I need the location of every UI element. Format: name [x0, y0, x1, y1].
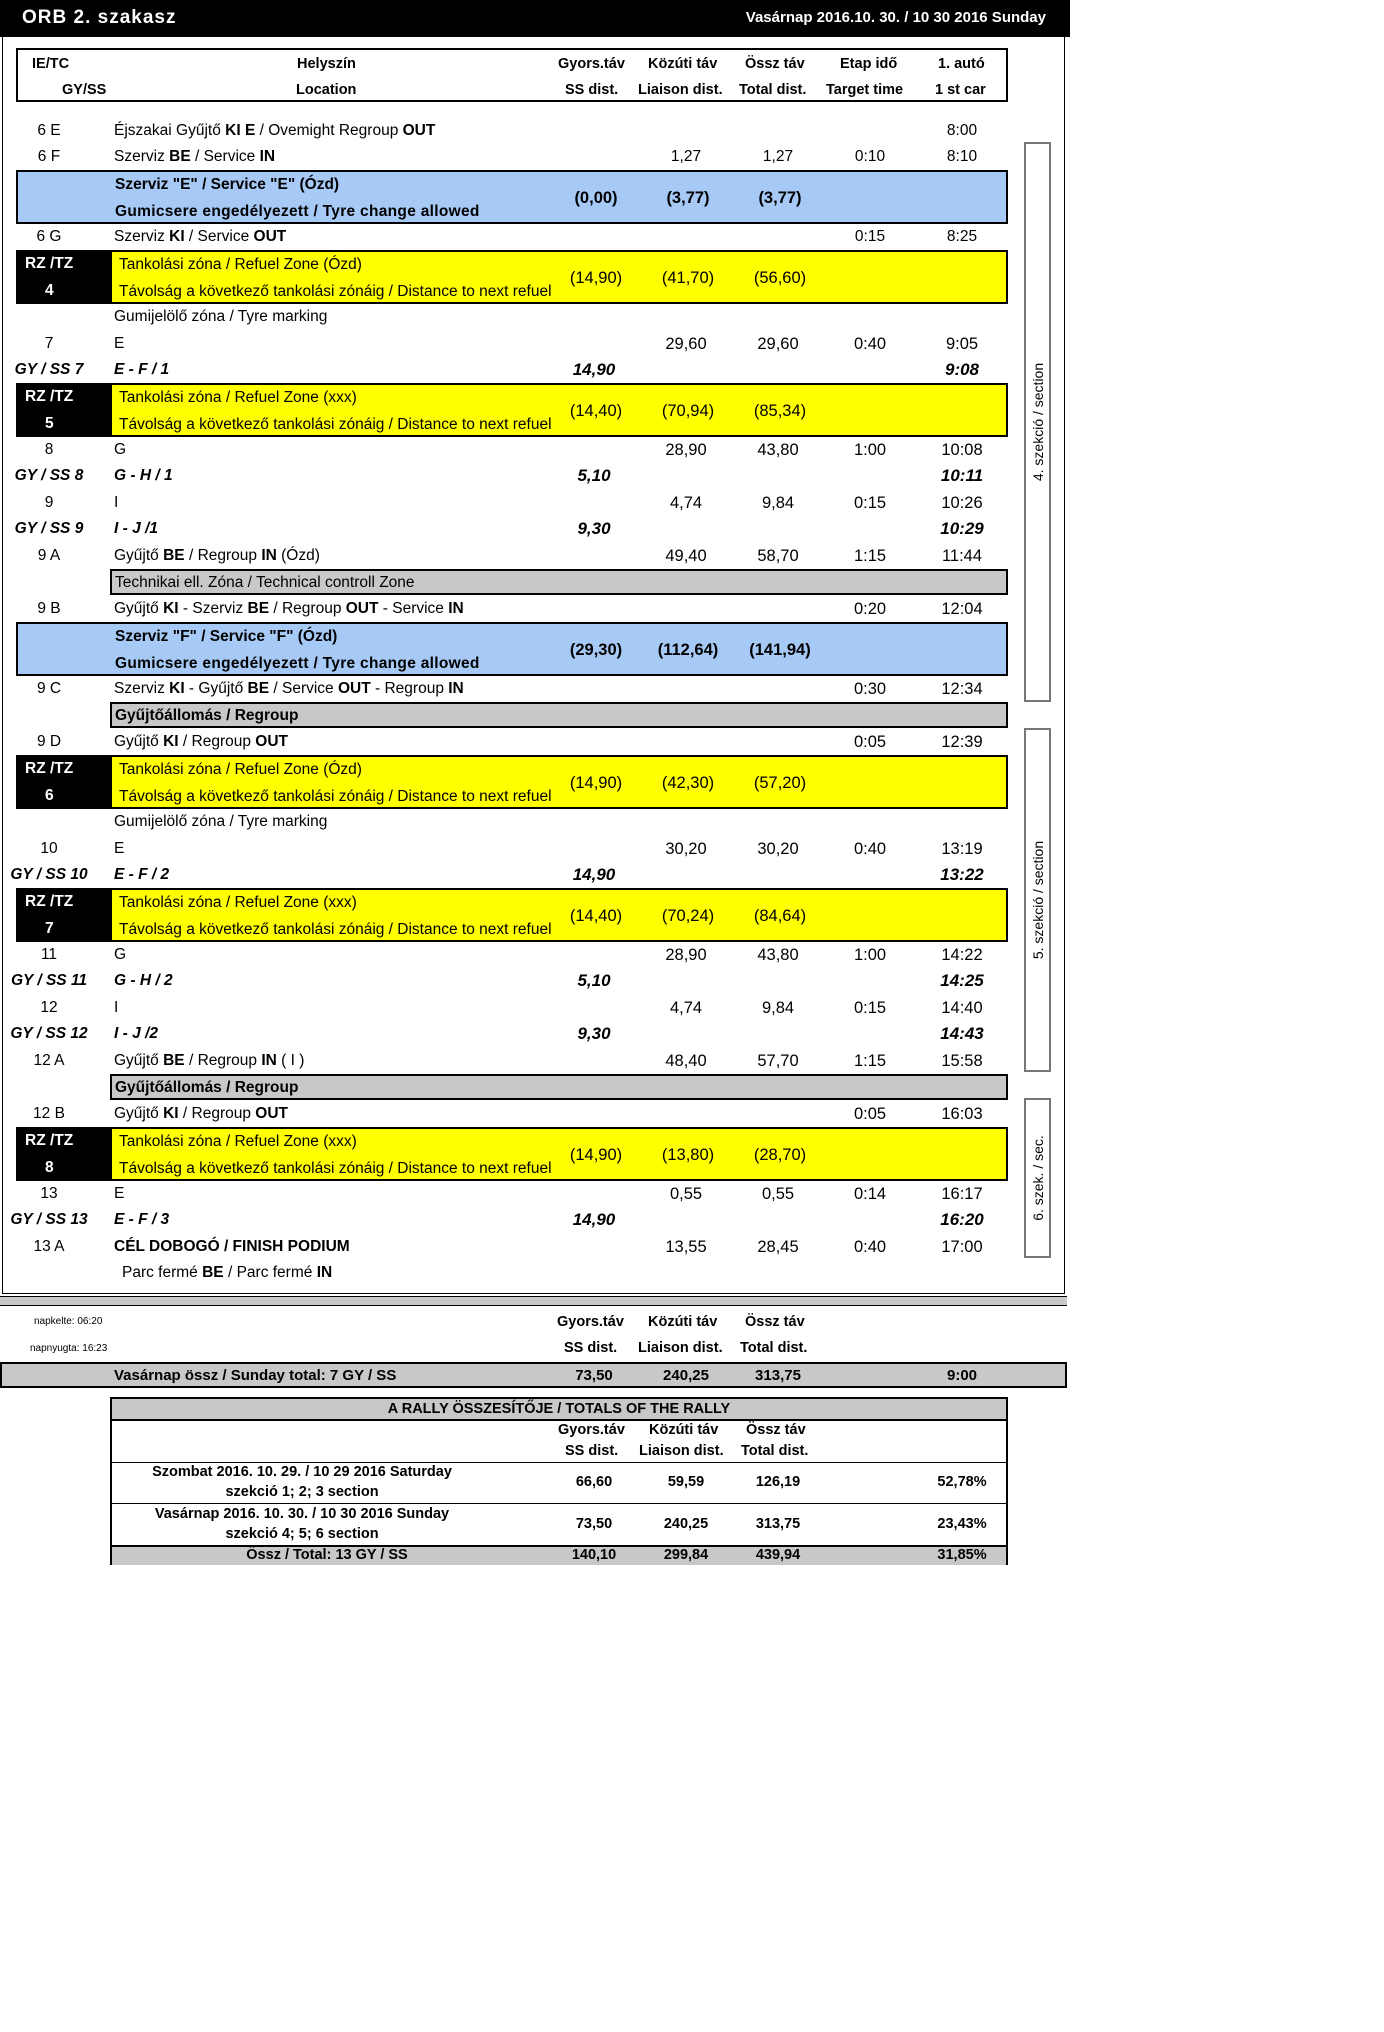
refuel-zone-4-total: (56,60): [753, 269, 807, 287]
section-6-label: 6. szek. / sec.: [1029, 1135, 1046, 1221]
service-e-tyre: Gumicsere engedélyezett / Tyre change allowed: [115, 203, 480, 220]
tc-cell: 6 G: [36, 228, 62, 245]
special-stage-row: GY / SS 13 E - F / 3 14,90 16:20: [10, 1210, 984, 1229]
total-cell: 1,27: [762, 148, 794, 165]
table-row: 9 B Gyűjtő KI - Szerviz BE / Regroup OUT - Service IN 0:20 12:04: [37, 600, 983, 618]
summary-to-en: Total dist.: [740, 1340, 808, 1356]
service-f-box: Szerviz "F" / Service "F" (Ózd) Gumicsere engedélyezett / Tyre change allowed (29,30) (112,64) (141,94): [16, 622, 1008, 676]
liaison-cell: 1,27: [670, 148, 702, 165]
section-4-label: 4. szekció / section: [1029, 362, 1046, 482]
col-ss: GY/SS: [62, 82, 107, 98]
col-total-en: Total dist.: [739, 82, 807, 98]
refuel-zone-4-liaison: (41,70): [661, 269, 715, 287]
table-row: 10 E 30,20 30,20 0:40 13:19: [40, 840, 983, 858]
table-row: 12 I 4,74 9,84 0:15 14:40: [40, 999, 983, 1017]
table-row: 12 B Gyűjtő KI / Regroup OUT 0:05 16:03: [33, 1105, 983, 1123]
summary-to-hu: Össz táv: [745, 1314, 805, 1330]
rally-saturday-row: Szombat 2016. 10. 29. / 10 29 2016 Saturday szekció 1; 2; 3 section 66,60 59,59 126,19 52,78%: [112, 1462, 1006, 1504]
location-cell: Szerviz BE / Service IN: [114, 148, 276, 165]
special-stage-row: GY / SS 9 I - J /1 9,30 10:29: [14, 519, 984, 538]
technical-control-box: Technikai ell. Zóna / Technical controll Zone: [110, 569, 1008, 595]
refuel-zone-4-place: Tankolási zóna / Refuel Zone (Ózd): [119, 256, 362, 273]
column-header: [16, 48, 1008, 102]
stage-title: ORB 2. szakasz: [22, 7, 177, 28]
rally-totals-title: A RALLY ÖSSZESÍTŐJE / TOTALS OF THE RALLY: [112, 1399, 1006, 1421]
service-e-ss: (0,00): [574, 189, 618, 207]
table-row: 9 D Gyűjtő KI / Regroup OUT 0:05 12:39: [36, 733, 983, 751]
col-location-en: Location: [296, 82, 357, 98]
target-time-cell: 0:15: [854, 228, 886, 245]
service-e-total: (3,77): [758, 189, 802, 207]
table-row: 11 G 28,90 43,80 1:00 14:22: [40, 946, 983, 964]
service-e-liaison: (3,77): [666, 189, 710, 207]
table-row: 12 A Gyűjtő BE / Regroup IN ( I ) 48,40 57,70 1:15 15:58: [33, 1052, 983, 1070]
summary-ss-hu: Gyors.táv: [557, 1314, 624, 1330]
refuel-zone-4-label: RZ /TZ 4: [16, 250, 112, 304]
col-liaison-en: Liaison dist.: [638, 82, 723, 98]
refuel-zone-7-label: RZ /TZ 7: [16, 888, 112, 942]
regroup-box: Gyűjtőállomás / Regroup: [110, 1074, 1008, 1100]
table-row: [0, 224, 1070, 250]
col-firstcar-en: 1 st car: [935, 82, 986, 98]
col-total-hu: Össz táv: [745, 56, 805, 72]
first-car-cell: 8:25: [946, 228, 978, 245]
page-header: [0, 0, 1070, 37]
col-target-en: Target time: [826, 82, 904, 98]
service-e-box: [16, 170, 1008, 224]
location-cell: Éjszakai Gyűjtő KI E / Ovemight Regroup OUT: [114, 122, 436, 139]
refuel-zone-4-box: [110, 250, 1008, 304]
sunset: napnyugta: 16:23: [30, 1343, 108, 1354]
tyre-marking-row: Gumijelölő zóna / Tyre marking: [114, 308, 328, 325]
summary-separator: [0, 1296, 1067, 1306]
summary-li-en: Liaison dist.: [638, 1340, 723, 1356]
refuel-zone-7-box: Tankolási zóna / Refuel Zone (xxx) Távolság a következő tankolási zónáig / Distance to next refuel (14,40) (70,24) (84,64): [110, 888, 1008, 942]
table-row: 7 E 29,60 29,60 0:40 9:05: [44, 335, 979, 353]
col-location-hu: Helyszín: [297, 56, 356, 72]
section-5-label: 5. szekció / section: [1029, 840, 1046, 960]
table-row: 13 E 0,55 0,55 0:14 16:17: [40, 1185, 983, 1203]
stage-date: Vasárnap 2016.10. 30. / 10 30 2016 Sunday: [745, 9, 1046, 26]
table-row: 8 G 28,90 43,80 1:00 10:08: [44, 441, 983, 459]
refuel-zone-6-label: RZ /TZ 6: [16, 755, 112, 809]
location-cell: Szerviz KI / Service OUT: [114, 228, 287, 245]
table-row: [0, 118, 1070, 144]
first-car-cell: 8:00: [946, 122, 978, 139]
refuel-zone-8-label: RZ /TZ 8: [16, 1127, 112, 1181]
regroup-box: Gyűjtőállomás / Regroup: [110, 702, 1008, 728]
rally-total-row: Össz / Total: 13 GY / SS 140,10 299,84 439,94 31,85%: [112, 1545, 1006, 1565]
tyre-marking-row: Gumijelölő zóna / Tyre marking: [114, 813, 328, 830]
special-stage-row: GY / SS 12 I - J /2 9,30 14:43: [10, 1024, 984, 1043]
col-firstcar-hu: 1. autó: [938, 56, 985, 72]
refuel-zone-6-box: Tankolási zóna / Refuel Zone (Ózd) Távolság a következő tankolási zónáig / Distance to next refuel (14,90) (42,30) (57,20): [110, 755, 1008, 809]
summary-ss-en: SS dist.: [564, 1340, 618, 1356]
refuel-zone-5-box: Tankolási zóna / Refuel Zone (xxx) Távolság a következő tankolási zónáig / Distance to next refuel (14,40) (70,94) (85,34): [110, 383, 1008, 437]
refuel-zone-4-next: Távolság a következő tankolási zónáig / Distance to next refuel: [119, 283, 552, 300]
sunday-total-bar: Vasárnap össz / Sunday total: 7 GY / SS 73,50 240,25 313,75 9:00: [0, 1362, 1067, 1388]
col-tc: IE/TC: [32, 56, 70, 72]
table-row: 9 I 4,74 9,84 0:15 10:26: [44, 494, 983, 512]
special-stage-row: GY / SS 8 G - H / 1 5,10 10:11: [14, 466, 984, 485]
tc-cell: 6 F: [37, 148, 61, 165]
special-stage-row: GY / SS 11 G - H / 2 5,10 14:25: [10, 971, 984, 990]
special-stage-row: GY / SS 10 E - F / 2 14,90 13:22: [10, 865, 984, 884]
parc-ferme-row: Parc fermé BE / Parc fermé IN: [122, 1264, 333, 1281]
col-target-hu: Etap idő: [840, 56, 898, 72]
rally-sunday-row: Vasárnap 2016. 10. 30. / 10 30 2016 Sunday szekció 4; 5; 6 section 73,50 240,25 313,75 23,43%: [112, 1503, 1006, 1546]
refuel-zone-8-box: Tankolási zóna / Refuel Zone (xxx) Távolság a következő tankolási zónáig / Distance to next refuel (14,90) (13,80) (28,70): [110, 1127, 1008, 1181]
refuel-zone-4-ss: (14,90): [569, 269, 623, 287]
target-time-cell: 0:10: [854, 148, 886, 165]
rally-totals-table: A RALLY ÖSSZESÍTŐJE / TOTALS OF THE RALLY Gyors.táv SS dist. Közúti táv Liaison dist. Össz táv Total dist. Szombat 2016. 10. 29. / 10 29 2016 Saturday szekció 1; 2; 3 section 66,60 59,59 126,19 52,78% Vasárnap 2016. 10. 30. / 10 30 2016 Sunday szekció 4; 5; 6 section 73,50 240,25 313,75 23,43% Össz / Total: 13 GY / SS 140,10 299,84 439,94 31,85%: [110, 1397, 1008, 1565]
sunrise: napkelte: 06:20: [34, 1316, 103, 1327]
summary-li-hu: Közúti táv: [648, 1314, 718, 1330]
service-e-title: Szerviz "E" / Service "E" (Ózd): [115, 176, 340, 193]
table-row: [0, 144, 1070, 170]
col-ss-dist-en: SS dist.: [565, 82, 619, 98]
refuel-zone-5-label: RZ /TZ 5: [16, 383, 112, 437]
table-row: 9 C Szerviz KI - Gyűjtő BE / Service OUT - Regroup IN 0:30 12:34: [36, 680, 983, 698]
tc-cell: 6 E: [37, 122, 61, 139]
first-car-cell: 8:10: [946, 148, 978, 165]
col-liaison-hu: Közúti táv: [648, 56, 718, 72]
table-row: 9 A Gyűjtő BE / Regroup IN (Ózd) 49,40 58,70 1:15 11:44: [37, 547, 983, 565]
finish-row: 13 A CÉL DOBOGÓ / FINISH PODIUM 13,55 28,45 0:40 17:00: [33, 1238, 983, 1256]
special-stage-row: GY / SS 7 E - F / 1 14,90 9:08: [14, 360, 980, 379]
col-ss-dist-hu: Gyors.táv: [558, 56, 625, 72]
